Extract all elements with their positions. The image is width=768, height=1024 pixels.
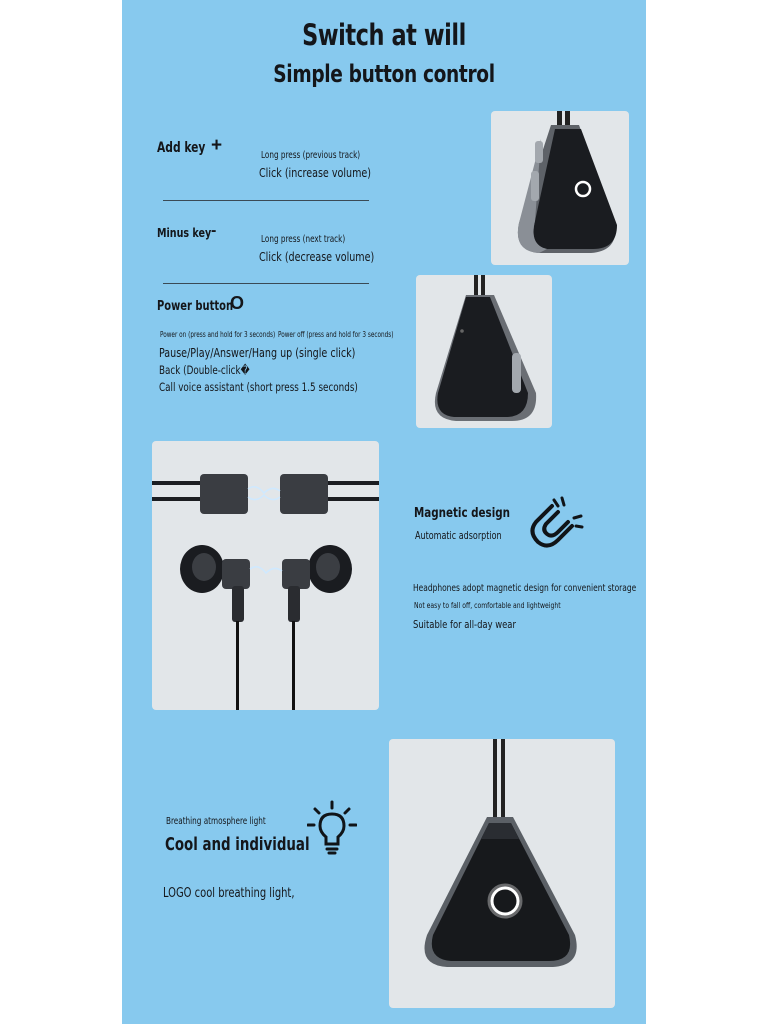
page-subtitle: Simple button control <box>273 60 495 88</box>
plus-icon: + <box>211 135 223 156</box>
page-title: Switch at will <box>302 18 466 52</box>
minus-icon: - <box>211 222 217 239</box>
divider <box>163 283 369 284</box>
divider <box>163 200 369 201</box>
minus-key-label: Minus key <box>157 225 212 240</box>
minus-key-long-press: Long press (next track) <box>261 234 346 245</box>
power-button-label: Power button <box>157 299 234 314</box>
device-photo-side <box>416 275 552 428</box>
add-key-label: Add key <box>157 140 206 156</box>
minus-key-click: Click (decrease volume) <box>259 249 375 264</box>
magnetic-earphones-photo <box>152 441 379 710</box>
lightbulb-icon <box>307 800 357 861</box>
pause-play-text: Pause/Play/Answer/Hang up (single click) <box>159 345 356 360</box>
breathing-small-title: Breathing atmosphere light <box>166 816 266 827</box>
magnet-icon <box>524 496 584 557</box>
voice-assistant-text: Call voice assistant (short press 1.5 seconds) <box>159 380 358 394</box>
magnetic-line-2: Not easy to fall off, comfortable and lightweight <box>414 601 561 610</box>
breathing-title: Cool and individual <box>165 835 310 855</box>
device-photo-top <box>491 111 629 265</box>
breathing-desc: LOGO cool breathing light, <box>163 886 295 901</box>
magnetic-subtitle: Automatic adsorption <box>415 530 502 542</box>
back-text: Back (Double-click� <box>159 363 250 377</box>
magnetic-line-3: Suitable for all-day wear <box>413 618 516 631</box>
power-off-text: Power off (press and hold for 3 seconds) <box>278 330 394 339</box>
power-ring-icon: O <box>230 293 245 313</box>
power-on-text: Power on (press and hold for 3 seconds) <box>160 330 276 339</box>
add-key-click: Click (increase volume) <box>259 165 372 180</box>
add-key-long-press: Long press (previous track) <box>261 150 361 161</box>
magnetic-title: Magnetic design <box>414 505 510 521</box>
magnetic-line-1: Headphones adopt magnetic design for convenient storage <box>413 583 637 594</box>
breathing-light-photo <box>389 739 615 1008</box>
